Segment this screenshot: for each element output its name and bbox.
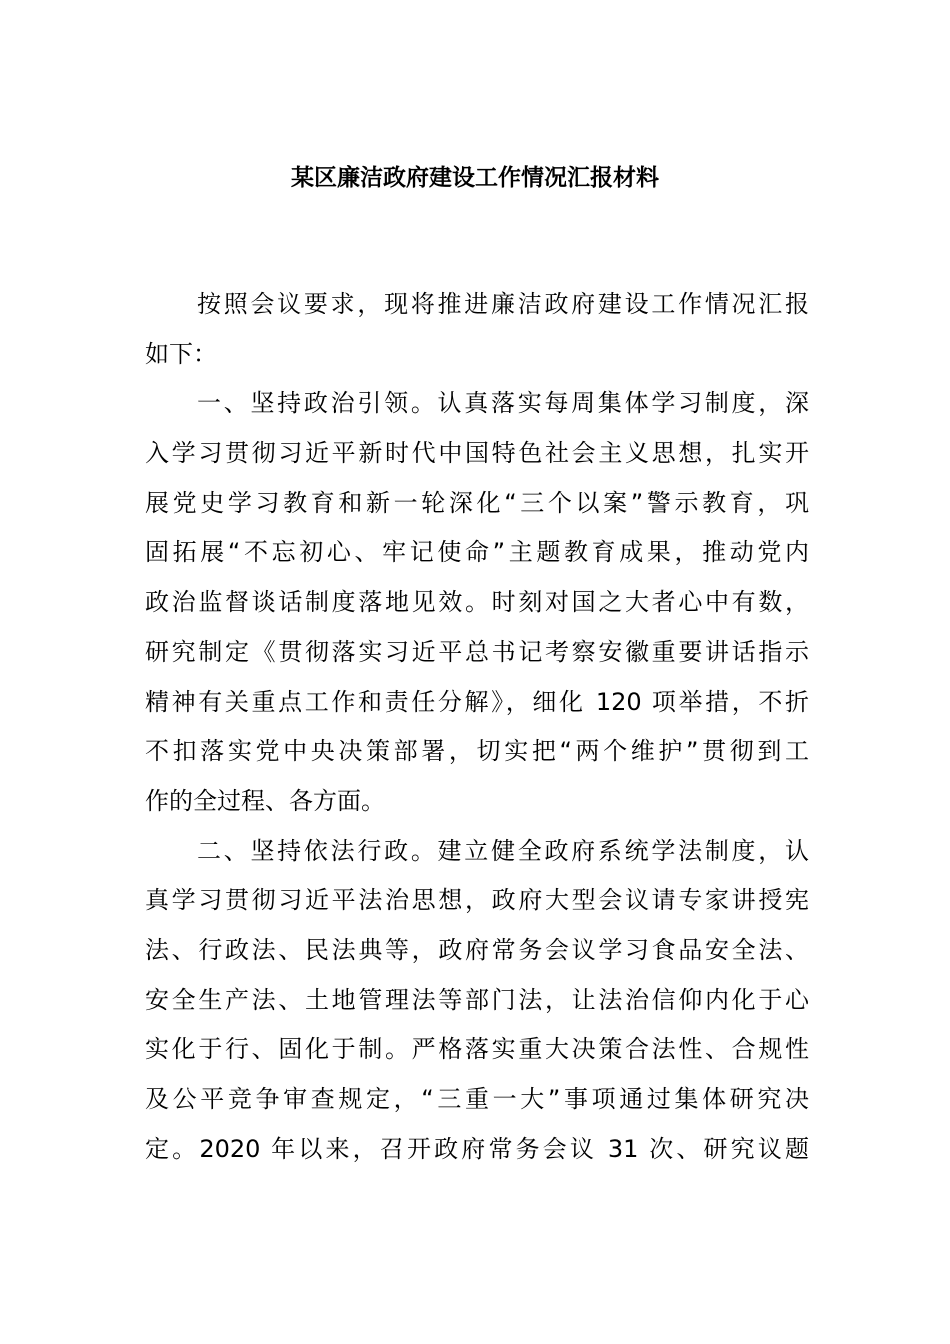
- body-line: 法、行政法、民法典等，政府常务会议学习食品安全法、: [145, 935, 809, 964]
- body-line: 及公平竞争审查规定，“三重一大”事项通过集体研究决: [145, 1085, 809, 1113]
- body-line: 实化于行、固化于制。严格落实重大决策合法性、合规性: [145, 1035, 809, 1064]
- body-line: 安全生产法、土地管理法等部门法，让法治信仰内化于心: [145, 985, 809, 1014]
- body-line: 研究制定《贯彻落实习近平总书记考察安徽重要讲话指示: [145, 637, 809, 666]
- document-title: 某区廉洁政府建设工作情况汇报材料: [291, 165, 659, 191]
- body-line: 如下：: [145, 339, 217, 368]
- body-line: 不扣落实党中央决策部署，切实把“两个维护”贯彻到工: [145, 737, 809, 766]
- body-line: 入学习贯彻习近平新时代中国特色社会主义思想，扎实开: [145, 439, 809, 468]
- body-line: 精神有关重点工作和责任分解》，细化 120 项举措，不折: [145, 687, 809, 716]
- body-line: 按照会议要求，现将推进廉洁政府建设工作情况汇报: [197, 290, 809, 318]
- body-line: 作的全过程、各方面。: [145, 786, 385, 815]
- body-line: 定。2020 年以来，召开政府常务会议 31 次、研究议题: [145, 1134, 809, 1163]
- body-line: 一、坚持政治引领。认真落实每周集体学习制度，深: [197, 389, 809, 418]
- body-line: 展党史学习教育和新一轮深化“三个以案”警示教育，巩: [145, 488, 809, 517]
- body-line: 固拓展“不忘初心、牢记使命”主题教育成果，推动党内: [145, 538, 809, 567]
- body-line: 政治监督谈话制度落地见效。时刻对国之大者心中有数，: [145, 588, 809, 617]
- document-body: [145, 280, 809, 1174]
- body-line: 真学习贯彻习近平法治思想，政府大型会议请专家讲授宪: [145, 886, 809, 915]
- body-line: 二、坚持依法行政。建立健全政府系统学法制度，认: [197, 836, 809, 865]
